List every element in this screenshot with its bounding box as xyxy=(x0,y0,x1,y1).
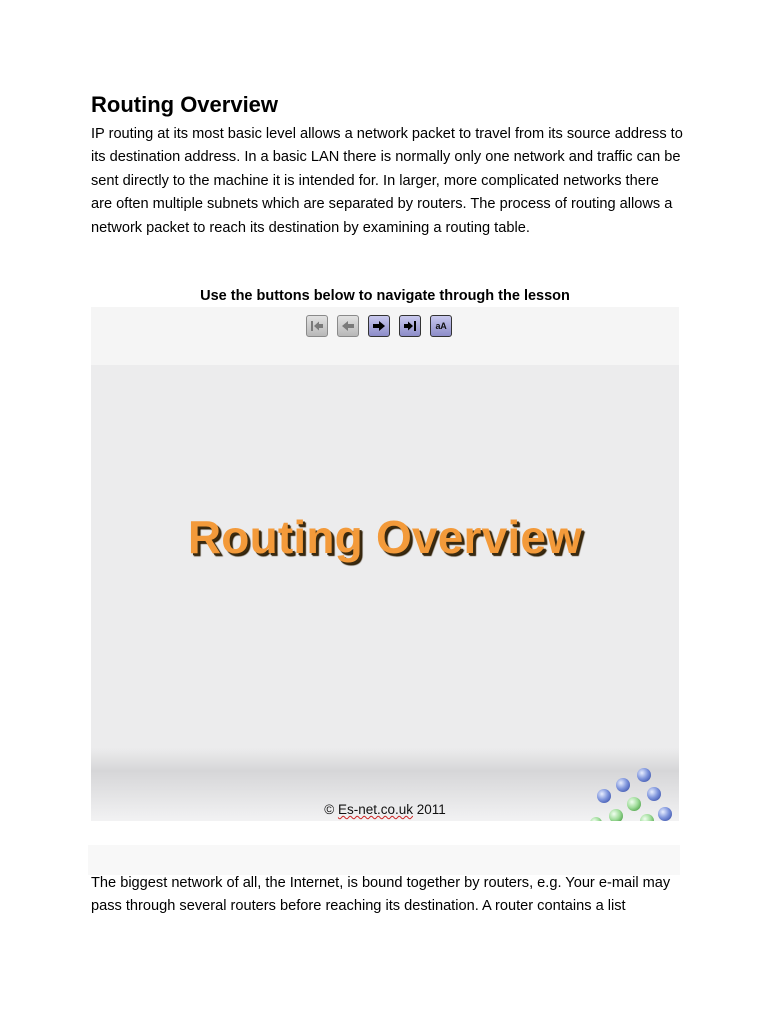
first-slide-icon xyxy=(310,320,324,332)
page-title: Routing Overview xyxy=(91,92,279,117)
navigation-caption: Use the buttons below to navigate through the lesson xyxy=(200,288,570,304)
last-slide-button[interactable] xyxy=(399,315,421,337)
dot xyxy=(637,768,651,782)
first-slide-button[interactable] xyxy=(306,315,328,337)
last-slide-icon xyxy=(403,320,417,332)
previous-slide-icon xyxy=(341,320,355,332)
lesson-slide xyxy=(91,365,679,821)
dot xyxy=(616,778,630,792)
outro-paragraph: The biggest network of all, the Internet, is bound together by routers, e.g. Your e-mail may pass through several routers before reaching its destination. A router contains a list xyxy=(91,875,671,915)
intro-paragraph: IP routing at its most basic level allows a network packet to travel from its source address to its destination address. In a basic LAN there is normally only one network and traffic can be sent directly to the machine it is intended for. In larger, more complicated networks there are often multiple subnets which are separated by routers. The process of routing allows a network packet to reach its destination by examining a routing table. xyxy=(91,126,683,236)
next-slide-icon xyxy=(372,320,386,332)
next-slide-button[interactable] xyxy=(368,315,390,337)
text-size-button[interactable] xyxy=(430,315,452,337)
lesson-nav-buttons xyxy=(306,315,452,337)
previous-slide-button[interactable] xyxy=(337,315,359,337)
slide-title: Routing Overview xyxy=(187,511,583,563)
dot xyxy=(597,789,611,803)
copyright-prefix: © xyxy=(324,802,338,817)
decorative-dots xyxy=(91,365,679,821)
lesson-toolbar xyxy=(91,307,679,365)
text-size-icon: aA xyxy=(435,321,447,331)
dot xyxy=(590,817,602,821)
copyright-year: 2011 xyxy=(412,802,446,817)
slide-copyright xyxy=(91,802,679,817)
section-separator xyxy=(88,845,680,875)
dot xyxy=(647,787,661,801)
copyright-brand: Es-net.co.uk xyxy=(337,802,413,817)
